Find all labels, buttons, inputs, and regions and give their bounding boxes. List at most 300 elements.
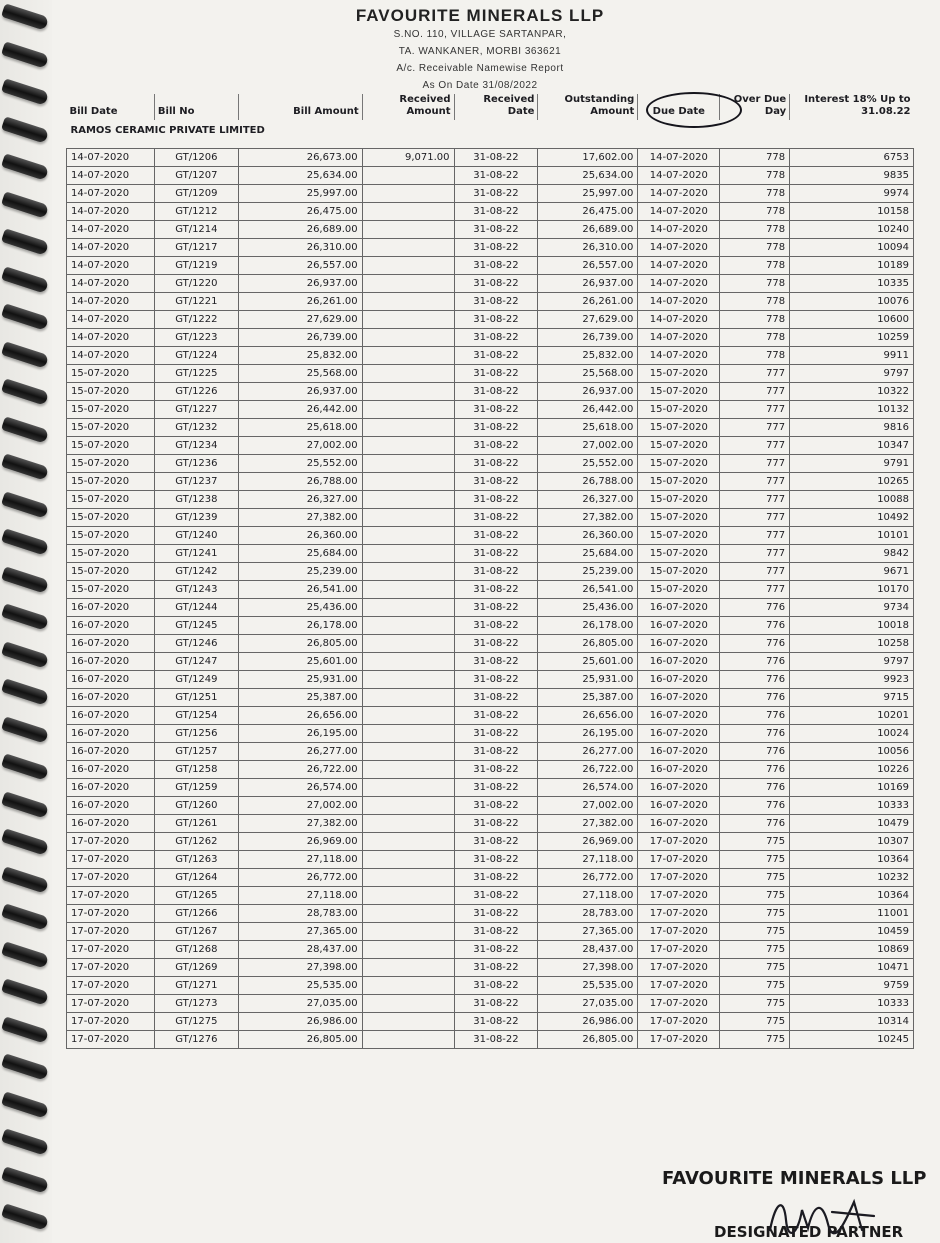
cell-interest: 9734 — [790, 599, 914, 617]
cell-received-amount — [362, 437, 454, 455]
cell-outstanding-amount: 27,382.00 — [538, 815, 638, 833]
binding-coil — [1, 1016, 49, 1044]
cell-received-date: 31-08-22 — [454, 1013, 538, 1031]
cell-outstanding-amount: 25,997.00 — [538, 185, 638, 203]
report-title: A/c. Receivable Namewise Report — [396, 63, 564, 74]
cell-received-date: 31-08-22 — [454, 617, 538, 635]
cell-bill-amount: 25,997.00 — [238, 185, 362, 203]
cell-bill-amount: 26,557.00 — [238, 257, 362, 275]
cell-due-date: 14-07-2020 — [638, 167, 720, 185]
cell-interest: 10189 — [790, 257, 914, 275]
binding-coil — [1, 116, 49, 144]
cell-due-date: 15-07-2020 — [638, 383, 720, 401]
cell-received-amount — [362, 545, 454, 563]
cell-bill-amount: 26,986.00 — [238, 1013, 362, 1031]
cell-bill-no: GT/1222 — [154, 311, 238, 329]
cell-over-due-day: 777 — [720, 527, 790, 545]
cell-bill-amount: 26,442.00 — [238, 401, 362, 419]
cell-received-date: 31-08-22 — [454, 797, 538, 815]
cell-received-amount — [362, 617, 454, 635]
cell-bill-date: 17-07-2020 — [67, 887, 155, 905]
cell-outstanding-amount: 26,805.00 — [538, 1031, 638, 1049]
cell-bill-amount: 26,360.00 — [238, 527, 362, 545]
binding-coil — [1, 41, 49, 69]
cell-bill-no: GT/1247 — [154, 653, 238, 671]
binding-coil — [1, 1091, 49, 1119]
cell-bill-amount: 26,673.00 — [238, 149, 362, 167]
table-row — [67, 671, 914, 689]
cell-received-amount — [362, 239, 454, 257]
binding-coil — [1, 416, 49, 444]
cell-outstanding-amount: 26,986.00 — [538, 1013, 638, 1031]
cell-outstanding-amount: 27,002.00 — [538, 797, 638, 815]
cell-received-amount — [362, 473, 454, 491]
table-row — [67, 455, 914, 473]
cell-received-date: 31-08-22 — [454, 833, 538, 851]
receivable-table — [66, 94, 914, 1049]
table-row — [67, 167, 914, 185]
cell-outstanding-amount: 27,382.00 — [538, 509, 638, 527]
cell-received-date: 31-08-22 — [454, 347, 538, 365]
cell-outstanding-amount: 25,552.00 — [538, 455, 638, 473]
cell-over-due-day: 776 — [720, 671, 790, 689]
cell-received-amount — [362, 941, 454, 959]
cell-interest: 10471 — [790, 959, 914, 977]
cell-bill-no: GT/1224 — [154, 347, 238, 365]
cell-over-due-day: 775 — [720, 959, 790, 977]
cell-due-date: 15-07-2020 — [638, 581, 720, 599]
cell-bill-no: GT/1251 — [154, 689, 238, 707]
cell-due-date: 16-07-2020 — [638, 743, 720, 761]
col-over-due-day: Over Due Day — [720, 94, 790, 120]
cell-received-amount — [362, 401, 454, 419]
cell-received-date: 31-08-22 — [454, 599, 538, 617]
cell-received-amount — [362, 491, 454, 509]
cell-bill-no: GT/1221 — [154, 293, 238, 311]
table-row — [67, 689, 914, 707]
table-row — [67, 1013, 914, 1031]
cell-received-date: 31-08-22 — [454, 149, 538, 167]
cell-bill-amount: 27,118.00 — [238, 851, 362, 869]
cell-interest: 9842 — [790, 545, 914, 563]
cell-interest: 10226 — [790, 761, 914, 779]
cell-over-due-day: 778 — [720, 311, 790, 329]
cell-received-date: 31-08-22 — [454, 383, 538, 401]
cell-over-due-day: 778 — [720, 293, 790, 311]
cell-received-amount — [362, 833, 454, 851]
cell-due-date: 14-07-2020 — [638, 347, 720, 365]
cell-interest: 9797 — [790, 653, 914, 671]
binding-coil — [1, 1053, 49, 1081]
cell-due-date: 14-07-2020 — [638, 275, 720, 293]
cell-received-amount — [362, 185, 454, 203]
cell-over-due-day: 778 — [720, 167, 790, 185]
customer-name: RAMOS CERAMIC PRIVATE LIMITED — [70, 125, 265, 136]
table-row — [67, 329, 914, 347]
cell-bill-date: 15-07-2020 — [67, 383, 155, 401]
cell-over-due-day: 777 — [720, 473, 790, 491]
cell-due-date: 16-07-2020 — [638, 689, 720, 707]
cell-bill-no: GT/1260 — [154, 797, 238, 815]
cell-interest: 10259 — [790, 329, 914, 347]
cell-bill-amount: 27,035.00 — [238, 995, 362, 1013]
cell-bill-no: GT/1214 — [154, 221, 238, 239]
cell-received-amount — [362, 779, 454, 797]
table-row — [67, 347, 914, 365]
cell-outstanding-amount: 26,969.00 — [538, 833, 638, 851]
binding-coil — [1, 228, 49, 256]
cell-received-amount — [362, 1031, 454, 1049]
cell-over-due-day: 776 — [720, 815, 790, 833]
cell-received-date: 31-08-22 — [454, 779, 538, 797]
cell-over-due-day: 778 — [720, 239, 790, 257]
cell-over-due-day: 777 — [720, 581, 790, 599]
cell-received-date: 31-08-22 — [454, 167, 538, 185]
cell-received-date: 31-08-22 — [454, 293, 538, 311]
cell-bill-amount: 26,574.00 — [238, 779, 362, 797]
cell-interest: 10101 — [790, 527, 914, 545]
cell-bill-date: 16-07-2020 — [67, 653, 155, 671]
cell-outstanding-amount: 26,937.00 — [538, 383, 638, 401]
cell-interest: 10869 — [790, 941, 914, 959]
cell-outstanding-amount: 26,739.00 — [538, 329, 638, 347]
table-row — [67, 383, 914, 401]
col-received-date: Received Date — [454, 94, 538, 120]
cell-over-due-day: 777 — [720, 545, 790, 563]
cell-bill-date: 14-07-2020 — [67, 293, 155, 311]
cell-bill-no: GT/1259 — [154, 779, 238, 797]
cell-bill-amount: 26,937.00 — [238, 383, 362, 401]
cell-bill-amount: 26,739.00 — [238, 329, 362, 347]
cell-over-due-day: 776 — [720, 599, 790, 617]
cell-bill-date: 14-07-2020 — [67, 203, 155, 221]
cell-received-amount — [362, 599, 454, 617]
col-due-date: Due Date — [638, 94, 720, 120]
cell-due-date: 14-07-2020 — [638, 185, 720, 203]
cell-outstanding-amount: 25,436.00 — [538, 599, 638, 617]
table-row — [67, 743, 914, 761]
cell-bill-no: GT/1266 — [154, 905, 238, 923]
cell-outstanding-amount: 26,574.00 — [538, 779, 638, 797]
cell-due-date: 15-07-2020 — [638, 509, 720, 527]
binding-coil — [1, 603, 49, 631]
cell-bill-no: GT/1227 — [154, 401, 238, 419]
table-row — [67, 221, 914, 239]
table-row — [67, 257, 914, 275]
cell-bill-date: 17-07-2020 — [67, 995, 155, 1013]
cell-due-date: 15-07-2020 — [638, 545, 720, 563]
cell-due-date: 16-07-2020 — [638, 599, 720, 617]
cell-bill-date: 16-07-2020 — [67, 707, 155, 725]
table-row — [67, 725, 914, 743]
cell-over-due-day: 775 — [720, 923, 790, 941]
cell-due-date: 15-07-2020 — [638, 455, 720, 473]
footer-role: DESIGNATED PARTNER — [714, 1223, 904, 1241]
table-row — [67, 545, 914, 563]
cell-over-due-day: 777 — [720, 437, 790, 455]
cell-received-date: 31-08-22 — [454, 851, 538, 869]
cell-bill-date: 17-07-2020 — [67, 941, 155, 959]
binding-coil — [1, 191, 49, 219]
cell-outstanding-amount: 26,541.00 — [538, 581, 638, 599]
cell-over-due-day: 776 — [720, 761, 790, 779]
cell-over-due-day: 778 — [720, 257, 790, 275]
cell-bill-date: 17-07-2020 — [67, 959, 155, 977]
cell-bill-date: 17-07-2020 — [67, 833, 155, 851]
cell-bill-amount: 27,118.00 — [238, 887, 362, 905]
cell-bill-no: GT/1245 — [154, 617, 238, 635]
cell-interest: 10258 — [790, 635, 914, 653]
cell-bill-no: GT/1275 — [154, 1013, 238, 1031]
cell-outstanding-amount: 26,937.00 — [538, 275, 638, 293]
binding-coil — [1, 828, 49, 856]
cell-bill-no: GT/1239 — [154, 509, 238, 527]
table-row — [67, 707, 914, 725]
table-row — [67, 959, 914, 977]
cell-outstanding-amount: 25,634.00 — [538, 167, 638, 185]
cell-bill-no: GT/1223 — [154, 329, 238, 347]
cell-outstanding-amount: 27,629.00 — [538, 311, 638, 329]
cell-over-due-day: 777 — [720, 491, 790, 509]
cell-bill-amount: 26,805.00 — [238, 635, 362, 653]
cell-bill-amount: 27,398.00 — [238, 959, 362, 977]
cell-bill-no: GT/1269 — [154, 959, 238, 977]
signature-block — [662, 1168, 932, 1241]
cell-received-date: 31-08-22 — [454, 671, 538, 689]
cell-due-date: 14-07-2020 — [638, 203, 720, 221]
cell-interest: 10076 — [790, 293, 914, 311]
cell-bill-no: GT/1268 — [154, 941, 238, 959]
cell-interest: 9923 — [790, 671, 914, 689]
cell-over-due-day: 776 — [720, 725, 790, 743]
binding-coil — [1, 1166, 49, 1194]
binding-coil — [1, 566, 49, 594]
cell-bill-no: GT/1276 — [154, 1031, 238, 1049]
cell-received-date: 31-08-22 — [454, 581, 538, 599]
cell-bill-amount: 28,437.00 — [238, 941, 362, 959]
cell-outstanding-amount: 26,360.00 — [538, 527, 638, 545]
cell-bill-amount: 27,002.00 — [238, 797, 362, 815]
cell-due-date: 16-07-2020 — [638, 671, 720, 689]
binding-coil — [1, 528, 49, 556]
cell-received-amount — [362, 797, 454, 815]
cell-bill-amount: 26,541.00 — [238, 581, 362, 599]
report-header — [300, 6, 660, 94]
cell-due-date: 17-07-2020 — [638, 977, 720, 995]
cell-received-date: 31-08-22 — [454, 905, 538, 923]
cell-received-amount — [362, 653, 454, 671]
cell-due-date: 14-07-2020 — [638, 221, 720, 239]
table-row — [67, 905, 914, 923]
as-on-date: As On Date 31/08/2022 — [422, 80, 538, 91]
cell-bill-date: 15-07-2020 — [67, 473, 155, 491]
cell-over-due-day: 778 — [720, 275, 790, 293]
cell-interest: 9816 — [790, 419, 914, 437]
cell-outstanding-amount: 25,832.00 — [538, 347, 638, 365]
cell-outstanding-amount: 27,002.00 — [538, 437, 638, 455]
cell-due-date: 16-07-2020 — [638, 707, 720, 725]
cell-bill-amount: 25,931.00 — [238, 671, 362, 689]
cell-due-date: 17-07-2020 — [638, 905, 720, 923]
cell-bill-date: 17-07-2020 — [67, 869, 155, 887]
cell-due-date: 17-07-2020 — [638, 851, 720, 869]
table-row — [67, 779, 914, 797]
cell-bill-no: GT/1263 — [154, 851, 238, 869]
cell-due-date: 15-07-2020 — [638, 401, 720, 419]
cell-outstanding-amount: 26,475.00 — [538, 203, 638, 221]
cell-bill-no: GT/1249 — [154, 671, 238, 689]
cell-due-date: 16-07-2020 — [638, 635, 720, 653]
cell-due-date: 16-07-2020 — [638, 725, 720, 743]
binding-coil — [1, 1128, 49, 1156]
cell-over-due-day: 777 — [720, 563, 790, 581]
cell-received-amount — [362, 203, 454, 221]
cell-bill-date: 15-07-2020 — [67, 365, 155, 383]
header-row — [67, 94, 914, 120]
cell-received-date: 31-08-22 — [454, 203, 538, 221]
cell-bill-amount: 26,327.00 — [238, 491, 362, 509]
cell-received-date: 31-08-22 — [454, 887, 538, 905]
binding-coil — [1, 903, 49, 931]
cell-bill-amount: 26,937.00 — [238, 275, 362, 293]
binding-coil — [1, 978, 49, 1006]
cell-over-due-day: 775 — [720, 1031, 790, 1049]
cell-received-date: 31-08-22 — [454, 365, 538, 383]
cell-outstanding-amount: 25,684.00 — [538, 545, 638, 563]
cell-over-due-day: 776 — [720, 689, 790, 707]
cell-received-amount — [362, 455, 454, 473]
cell-outstanding-amount: 26,261.00 — [538, 293, 638, 311]
cell-interest: 10335 — [790, 275, 914, 293]
cell-received-date: 31-08-22 — [454, 527, 538, 545]
cell-bill-date: 15-07-2020 — [67, 419, 155, 437]
table-row — [67, 977, 914, 995]
cell-received-amount — [362, 689, 454, 707]
cell-bill-date: 17-07-2020 — [67, 977, 155, 995]
cell-received-date: 31-08-22 — [454, 689, 538, 707]
cell-bill-date: 17-07-2020 — [67, 851, 155, 869]
cell-bill-amount: 26,277.00 — [238, 743, 362, 761]
cell-bill-amount: 25,684.00 — [238, 545, 362, 563]
cell-interest: 9974 — [790, 185, 914, 203]
cell-over-due-day: 777 — [720, 401, 790, 419]
cell-bill-no: GT/1238 — [154, 491, 238, 509]
cell-outstanding-amount: 25,239.00 — [538, 563, 638, 581]
cell-over-due-day: 776 — [720, 653, 790, 671]
cell-received-date: 31-08-22 — [454, 311, 538, 329]
table-row — [67, 833, 914, 851]
cell-outstanding-amount: 25,568.00 — [538, 365, 638, 383]
cell-bill-amount: 25,601.00 — [238, 653, 362, 671]
cell-bill-amount: 25,239.00 — [238, 563, 362, 581]
table-row — [67, 599, 914, 617]
cell-bill-no: GT/1243 — [154, 581, 238, 599]
table-row — [67, 815, 914, 833]
cell-over-due-day: 775 — [720, 887, 790, 905]
binding-coil — [1, 753, 49, 781]
cell-bill-date: 16-07-2020 — [67, 599, 155, 617]
cell-bill-no: GT/1258 — [154, 761, 238, 779]
binding-coil — [1, 453, 49, 481]
cell-received-amount — [362, 761, 454, 779]
cell-received-date: 31-08-22 — [454, 455, 538, 473]
cell-bill-date: 16-07-2020 — [67, 779, 155, 797]
binding-coil — [1, 153, 49, 181]
cell-outstanding-amount: 26,178.00 — [538, 617, 638, 635]
cell-received-date: 31-08-22 — [454, 725, 538, 743]
cell-received-amount — [362, 329, 454, 347]
cell-over-due-day: 775 — [720, 833, 790, 851]
cell-interest: 10094 — [790, 239, 914, 257]
cell-received-date: 31-08-22 — [454, 743, 538, 761]
cell-bill-date: 16-07-2020 — [67, 761, 155, 779]
cell-bill-no: GT/1217 — [154, 239, 238, 257]
cell-over-due-day: 777 — [720, 509, 790, 527]
cell-received-date: 31-08-22 — [454, 941, 538, 959]
cell-bill-amount: 27,382.00 — [238, 509, 362, 527]
cell-bill-date: 17-07-2020 — [67, 923, 155, 941]
cell-bill-date: 14-07-2020 — [67, 239, 155, 257]
cell-bill-amount: 26,969.00 — [238, 833, 362, 851]
cell-received-date: 31-08-22 — [454, 563, 538, 581]
cell-received-amount — [362, 527, 454, 545]
cell-received-amount — [362, 509, 454, 527]
cell-due-date: 16-07-2020 — [638, 779, 720, 797]
cell-received-amount — [362, 257, 454, 275]
cell-bill-date: 14-07-2020 — [67, 275, 155, 293]
binding-coil — [1, 678, 49, 706]
cell-over-due-day: 776 — [720, 779, 790, 797]
cell-received-date: 31-08-22 — [454, 635, 538, 653]
table-row — [67, 995, 914, 1013]
binding-coil — [1, 791, 49, 819]
cell-outstanding-amount: 27,035.00 — [538, 995, 638, 1013]
binding-coil — [1, 1203, 49, 1231]
cell-bill-amount: 27,629.00 — [238, 311, 362, 329]
cell-bill-amount: 25,552.00 — [238, 455, 362, 473]
binding-coil — [1, 341, 49, 369]
cell-bill-date: 14-07-2020 — [67, 347, 155, 365]
cell-received-date: 31-08-22 — [454, 869, 538, 887]
cell-interest: 9759 — [790, 977, 914, 995]
table-row — [67, 365, 914, 383]
cell-received-date: 31-08-22 — [454, 995, 538, 1013]
cell-outstanding-amount: 26,442.00 — [538, 401, 638, 419]
cell-bill-no: GT/1246 — [154, 635, 238, 653]
cell-bill-amount: 26,310.00 — [238, 239, 362, 257]
cell-over-due-day: 778 — [720, 221, 790, 239]
cell-due-date: 17-07-2020 — [638, 959, 720, 977]
cell-bill-amount: 27,002.00 — [238, 437, 362, 455]
cell-interest: 11001 — [790, 905, 914, 923]
table-row — [67, 203, 914, 221]
cell-bill-amount: 26,805.00 — [238, 1031, 362, 1049]
cell-outstanding-amount: 26,656.00 — [538, 707, 638, 725]
cell-bill-no: GT/1220 — [154, 275, 238, 293]
cell-outstanding-amount: 26,557.00 — [538, 257, 638, 275]
cell-outstanding-amount: 27,398.00 — [538, 959, 638, 977]
cell-outstanding-amount: 28,437.00 — [538, 941, 638, 959]
cell-bill-amount: 25,436.00 — [238, 599, 362, 617]
cell-due-date: 17-07-2020 — [638, 941, 720, 959]
cell-received-amount — [362, 995, 454, 1013]
cell-bill-no: GT/1209 — [154, 185, 238, 203]
cell-interest: 10088 — [790, 491, 914, 509]
cell-interest: 9671 — [790, 563, 914, 581]
cell-interest: 10314 — [790, 1013, 914, 1031]
cell-outstanding-amount: 28,783.00 — [538, 905, 638, 923]
table-row — [67, 419, 914, 437]
